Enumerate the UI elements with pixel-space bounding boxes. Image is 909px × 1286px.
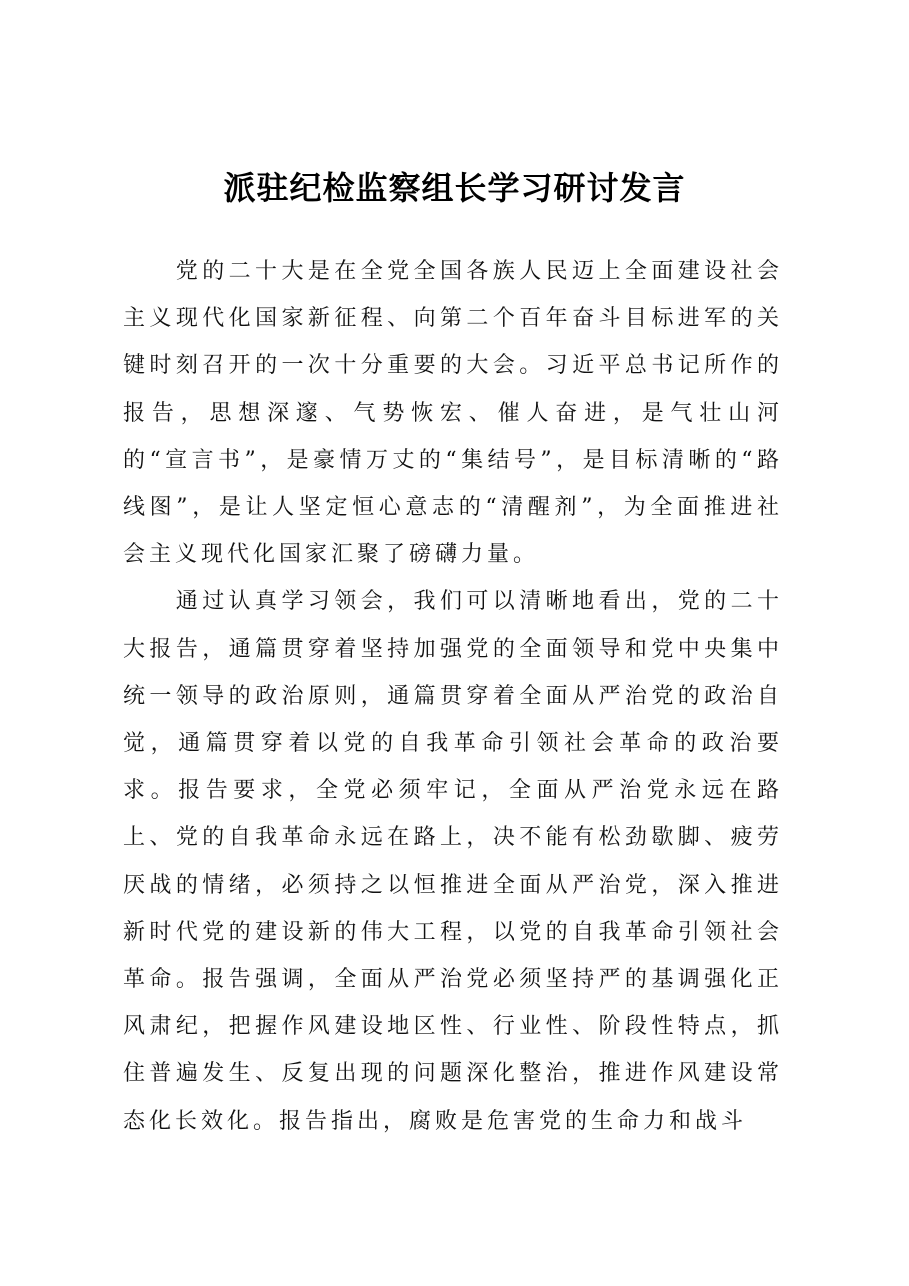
paragraph-2: 通过认真学习领会，我们可以清晰地看出，党的二十大报告，通篇贯穿着坚持加强党的全面领导和党中央集中统一领导的政治原则，通篇贯穿着全面从严治党的政治自觉，通篇贯穿着以党的自我革命引领社会革命的政治要求。报告要求，全党必须牢记，全面从严治党永远在路上、党的自我革命永远在路上，决不能有松劲歇脚、疲劳厌战的情绪，必须持之以恒推进全面从严治党，深入推进新时代党的建设新的伟大工程，以党的自我革命引领社会革命。报告强调，全面从严治党必须坚持严的基调强化正风肃纪，把握作风建设地区性、行业性、阶段性特点，抓住普遍发生、反复出现的问题深化整治，推进作风建设常态化长效化。报告指出，腐败是危害党的生命力和战斗 [123, 589, 783, 1134]
document-body [123, 248, 783, 1145]
document-title: 派驻纪检监察组长学习研讨发言 [223, 169, 686, 207]
paragraph-1: 党的二十大是在全党全国各族人民迈上全面建设社会主义现代化国家新征程、向第二个百年奋斗目标进军的关键时刻召开的一次十分重要的大会。习近平总书记所作的报告，思想深邃、气势恢宏、催人奋进，是气壮山河的“宣言书”，是豪情万丈的“集结号”，是目标清晰的“路线图”，是让人坚定恒心意志的“清醒剂”，为全面推进社会主义现代化国家汇聚了磅礴力量。 [123, 259, 783, 568]
